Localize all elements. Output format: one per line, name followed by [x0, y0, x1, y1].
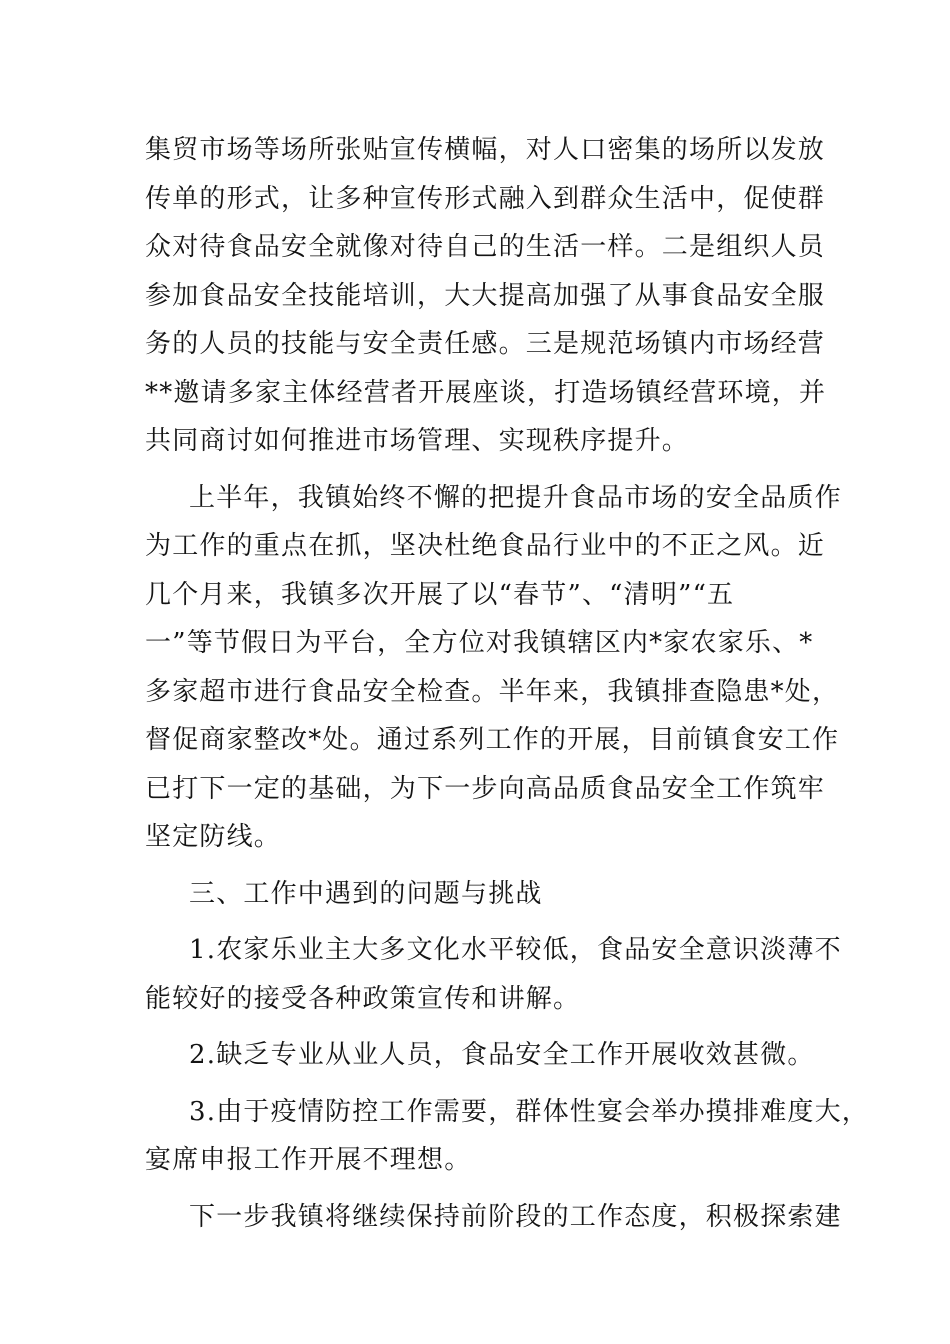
text-line: 多家超市进行食品安全检查。半年来，我镇排查隐患*处，: [145, 676, 840, 707]
text-line: 督促商家整改*处。通过系列工作的开展，目前镇食安工作: [145, 725, 840, 755]
text-line: **邀请多家主体经营者开展座谈，打造场镇经营环境，并: [145, 377, 827, 408]
list-item-2: [145, 1031, 815, 1080]
text-line: 3.由于疫情防控工作需要，群体性宴会举办摸排难度大，: [189, 1096, 870, 1127]
text-line: 集贸市场等场所张贴宣传横幅，对人口密集的场所以发放: [145, 135, 826, 165]
list-item-3: [145, 1088, 870, 1185]
text-line: 宴席申报工作开展不理想。: [145, 1145, 472, 1175]
text-line: 几个月来，我镇多次开展了以“春节”、“清明”“五: [145, 579, 735, 610]
paragraph-spacer: [145, 862, 810, 870]
text-line: 已打下一定的基础，为下一步向高品质食品安全工作筑牢: [145, 773, 826, 804]
text-line: 2.缺乏专业从业人员，食品安全工作开展收效甚微。: [189, 1040, 815, 1070]
paragraph-spacer: [145, 1080, 810, 1088]
section-heading: [145, 870, 810, 919]
paragraph-spacer: [145, 466, 810, 474]
paragraph-publicity: [145, 126, 827, 466]
paragraph-first-half-year: [145, 474, 842, 862]
paragraph-next-steps: [145, 1193, 842, 1242]
paragraph-spacer: [145, 1185, 810, 1193]
text-line: 下一步我镇将继续保持前阶段的工作态度，积极探索建: [189, 1201, 842, 1232]
paragraph-spacer: [145, 1023, 810, 1031]
text-line: 共同商讨如何推进市场管理、实现秩序提升。: [145, 426, 690, 456]
paragraph-spacer: [145, 918, 810, 926]
text-line: 上半年，我镇始终不懈的把提升食品市场的安全品质作: [189, 482, 842, 513]
text-line: 一”等节假日为平台，全方位对我镇辖区内*家农家乐、*: [145, 628, 814, 658]
text-line: 传单的形式，让多种宣传形式融入到群众生活中，促使群: [145, 183, 826, 214]
list-item-1: [145, 926, 842, 1023]
text-line: 参加食品安全技能培训，大大提高加强了从事食品安全服: [145, 280, 826, 311]
text-line: 为工作的重点在抓，坚决杜绝食品行业中的不正之风。近: [145, 531, 826, 561]
text-line: 三、工作中遇到的问题与挑战: [189, 878, 543, 909]
text-line: 坚定防线。: [145, 822, 282, 852]
text-line: 1.农家乐业主大多文化水平较低，食品安全意识淡薄不: [189, 935, 842, 965]
text-line: 能较好的接受各种政策宣传和讲解。: [145, 983, 581, 1014]
text-line: 众对待食品安全就像对待自己的生活一样。二是组织人员: [145, 232, 826, 262]
text-line: 务的人员的技能与安全责任感。三是规范场镇内市场经营: [145, 329, 826, 359]
document-body: [145, 126, 870, 1241]
